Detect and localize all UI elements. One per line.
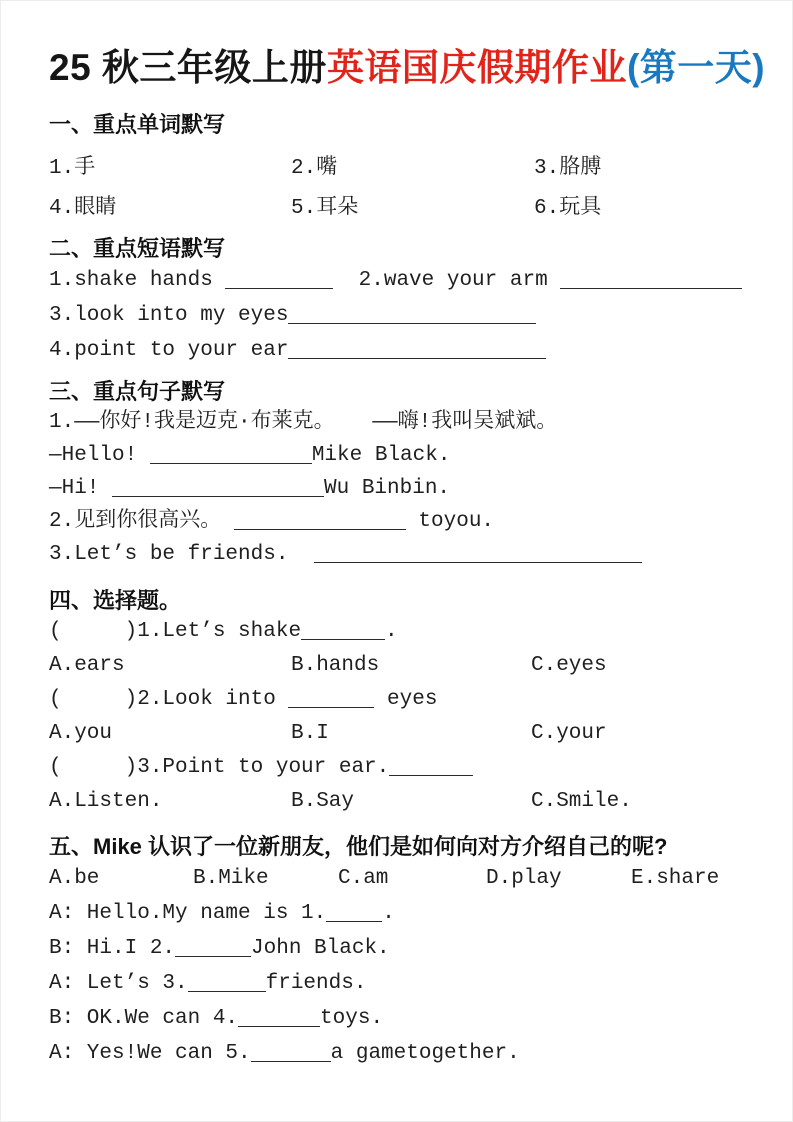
blank-line xyxy=(314,548,642,563)
option-c: C.your xyxy=(531,722,607,745)
bank-option-d: D.play xyxy=(486,867,562,890)
blank-line xyxy=(150,449,312,464)
blank-line xyxy=(175,942,251,957)
dialog-3-post: friends. xyxy=(265,972,367,995)
choice-q1-stem xyxy=(49,615,744,649)
section1-heading: 一、重点单词默写 xyxy=(49,112,226,137)
sentence-line-5 xyxy=(49,538,744,571)
blank-line xyxy=(288,344,546,359)
blank-line xyxy=(225,274,333,289)
dialog-line-3 xyxy=(49,966,744,1001)
sentence-4-post: toyou. xyxy=(405,510,495,533)
dialog-5-post: a gametogether. xyxy=(330,1042,520,1065)
sentence-4-pre: 2.见到你很高兴。 xyxy=(49,510,234,533)
sentence-line-2 xyxy=(49,439,744,472)
choice-q3-options xyxy=(49,785,744,819)
bank-option-a: A.be xyxy=(49,867,100,890)
blank-line xyxy=(326,907,382,922)
blank-line xyxy=(238,1012,320,1027)
blank-line xyxy=(288,693,374,708)
word-item-3-label: 3.胳膊 xyxy=(534,157,602,180)
word-item-1 xyxy=(49,145,291,185)
word-item-4-label: 4.眼睛 xyxy=(49,197,117,220)
word-item-5 xyxy=(291,185,534,225)
word-item-2 xyxy=(291,145,534,185)
phrase-line-2 xyxy=(49,298,744,333)
sentence-2-pre: —Hello! xyxy=(49,444,150,467)
dialog-1-post: . xyxy=(382,902,395,925)
sentence-3-pre: —Hi! xyxy=(49,477,113,500)
dialog-2-pre: B: Hi.I 2. xyxy=(49,937,176,960)
phrase-3-text: 3.look into my eyes xyxy=(49,304,289,327)
sentence-5-pre: 3.Let’s be friends. xyxy=(49,543,314,566)
dialog-4-post: toys. xyxy=(320,1007,384,1030)
option-c: C.Smile. xyxy=(531,790,632,813)
sentence-line-4 xyxy=(49,505,744,538)
phrase-4-text: 4.point to your ear xyxy=(49,339,289,362)
blank-line xyxy=(188,977,266,992)
option-a: A.Listen. xyxy=(49,790,163,813)
word-dictation-grid xyxy=(49,145,744,225)
blank-line xyxy=(288,309,536,324)
choice-q1-pre: ( )1.Let’s shake xyxy=(49,620,302,643)
title-course: 25 秋三年级上册 xyxy=(49,47,327,88)
word-bank xyxy=(49,861,744,896)
bank-option-b: B.Mike xyxy=(193,867,269,890)
option-c: C.eyes xyxy=(531,654,607,677)
option-b: B.I xyxy=(291,722,329,745)
word-row xyxy=(49,185,744,225)
option-b: B.Say xyxy=(291,790,355,813)
bank-option-c: C.am xyxy=(338,867,389,890)
blank-line xyxy=(112,482,324,497)
blank-line xyxy=(301,625,385,640)
choice-q2-pre: ( )2.Look into xyxy=(49,688,289,711)
choice-q2-options xyxy=(49,717,744,751)
dialog-3-pre: A: Let’s 3. xyxy=(49,972,188,995)
blank-line xyxy=(560,274,742,289)
phrase-1-text: 1.shake hands xyxy=(49,269,226,292)
choice-q1-post: . xyxy=(385,620,398,643)
word-item-2-label: 2.嘴 xyxy=(291,157,338,180)
title-subject: 英语国庆假期作业 xyxy=(326,47,627,88)
word-item-3 xyxy=(534,145,744,185)
dialog-1-pre: A: Hello.My name is 1. xyxy=(49,902,327,925)
dialog-line-1 xyxy=(49,896,744,931)
sentence-3-post: Wu Binbin. xyxy=(324,477,451,500)
worksheet-title xyxy=(49,47,766,89)
section3-heading: 三、重点句子默写 xyxy=(49,379,226,404)
phrase-line-3 xyxy=(49,333,744,368)
option-a: A.you xyxy=(49,722,113,745)
option-a: A.ears xyxy=(49,654,125,677)
section2-heading: 二、重点短语默写 xyxy=(49,236,226,261)
choice-q2-post: eyes xyxy=(374,688,438,711)
choice-q3-pre: ( )3.Point to your ear. xyxy=(49,756,390,779)
bank-option-e: E.share xyxy=(631,867,720,890)
section5-heading: 五、Mike 认识了一位新朋友，他们是如何向对方介绍自己的呢? xyxy=(49,834,668,859)
section4-heading: 四、选择题。 xyxy=(49,588,182,613)
sentence-line-1: 1.——你好!我是迈克·布莱克。 ——嗨!我叫吴斌斌。 xyxy=(49,411,558,434)
sentence-2-post: Mike Black. xyxy=(311,444,451,467)
word-item-4 xyxy=(49,185,291,225)
choice-q2-stem xyxy=(49,683,744,717)
dialog-line-4 xyxy=(49,1001,744,1036)
option-b: B.hands xyxy=(291,654,380,677)
word-item-6-label: 6.玩具 xyxy=(534,197,602,220)
blank-line xyxy=(251,1047,331,1062)
choice-q3-stem xyxy=(49,751,744,785)
phrase-line-1 xyxy=(49,263,744,298)
word-row xyxy=(49,145,744,185)
word-item-5-label: 5.耳朵 xyxy=(291,197,359,220)
dialog-5-pre: A: Yes!We can 5. xyxy=(49,1042,251,1065)
blank-line xyxy=(389,761,473,776)
choice-q1-options xyxy=(49,649,744,683)
title-day: (第一天) xyxy=(626,47,766,88)
sentence-line-3 xyxy=(49,472,744,505)
dialog-line-2 xyxy=(49,931,744,966)
dialog-2-post: John Black. xyxy=(251,937,390,960)
dialog-line-5 xyxy=(49,1036,744,1071)
blank-line xyxy=(234,515,406,530)
dialog-4-pre: B: OK.We can 4. xyxy=(49,1007,239,1030)
word-item-1-label: 1.手 xyxy=(49,157,96,180)
phrase-2-text: 2.wave your arm xyxy=(333,269,561,292)
word-item-6 xyxy=(534,185,744,225)
